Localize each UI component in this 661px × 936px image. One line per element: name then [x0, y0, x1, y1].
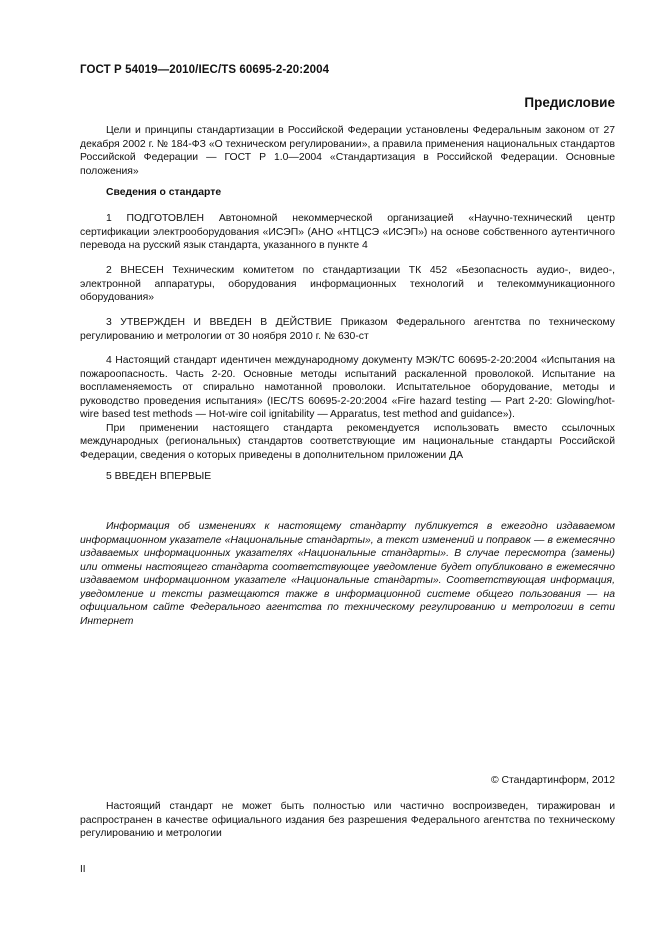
item-5	[80, 470, 615, 484]
reproduction-notice-text: Настоящий стандарт не может быть полностью или частично воспроизведен, тиражирован и распространен в качестве официального издания без разрешения Федерального агентства по техническому регулированию и метрологии	[80, 801, 615, 839]
info-heading: Сведения о стандарте	[106, 187, 222, 198]
item-4-text: 4 Настоящий стандарт идентичен международному документу МЭК/ТС 60695-2-20:2004 «Испытания на пожароопасность. Часть 2-20. Основные методы испытаний раскаленной проволокой. Испытание на воспламеняемость от спирально намотанной проволоки. Испытательное оборудование, методы и руководство проведения испытания» (IEC/TS 60695-2-20:2004 «Fire hazard testing — Part 2-20: Glowing/hot-wire based test methods — Hot-wire coil ignitability — Apparatus, test method and guidance»).	[80, 355, 615, 420]
change-info-block	[80, 520, 615, 628]
page-number: II	[80, 864, 86, 875]
document-header: ГОСТ Р 54019—2010/IEC/TS 60695-2-20:2004	[80, 64, 330, 76]
item-5-text: 5 ВВЕДЕН ВПЕРВЫЕ	[106, 471, 212, 482]
page-title: Предисловие	[524, 95, 615, 110]
item-2-text: 2 ВНЕСЕН Техническим комитетом по стандартизации ТК 452 «Безопасность аудио-, видео-, электронной аппаратуры, оборудования информационных технологий и телекоммуникационного оборудования»	[80, 265, 615, 303]
change-info-text: Информация об изменениях к настоящему стандарту публикуется в ежегодно издаваемом информационном указателе «Национальные стандарты», а текст изменений и поправок — в ежемесячно издаваемых информационных указателях «Национальные стандарты». В случае пересмотра (замены) или отмены настоящего стандарта соответствующее уведомление будет опубликовано в ежемесячно издаваемом информационном указателе «Национальные стандарты». Соответствующая информация, уведомление и тексты размещаются также в информационной системе общего пользования — на официальном сайте Федерального агентства по техническому регулированию и метрологии в сети Интернет	[80, 521, 615, 627]
item-3	[80, 316, 615, 343]
intro-text: Цели и принципы стандартизации в Российской Федерации установлены Федеральным законом от 27 декабря 2002 г. № 184-ФЗ «О техническом регулировании», а правила применения национальных стандартов Российской Федерации — ГОСТ Р 1.0—2004 «Стандартизация в Российской Федерации. Основные положения»	[80, 125, 615, 177]
item-3-text: 3 УТВЕРЖДЕН И ВВЕДЕН В ДЕЙСТВИЕ Приказом Федерального агентства по техническому регулированию и метрологии от 30 ноября 2010 г. № 630-ст	[80, 317, 615, 342]
item-1	[80, 212, 615, 253]
reproduction-notice	[80, 800, 615, 841]
item-4	[80, 354, 615, 462]
item-2	[80, 264, 615, 305]
item-4-note: При применении настоящего стандарта рекомендуется использовать вместо ссылочных международных (региональных) стандартов соответствующие им национальные стандарты Российской Федерации, сведения о которых приведены в дополнительном приложении ДА	[80, 422, 615, 461]
copyright: © Стандартинформ, 2012	[490, 775, 615, 786]
intro-paragraph	[80, 124, 615, 178]
item-1-text: 1 ПОДГОТОВЛЕН Автономной некоммерческой организацией «Научно-технический центр сертификации электрооборудования «ИСЭП» (АНО «НТЦСЭ «ИСЭП») на основе собственного аутентичного перевода на русский язык стандарта, указанного в пункте 4	[80, 213, 615, 251]
